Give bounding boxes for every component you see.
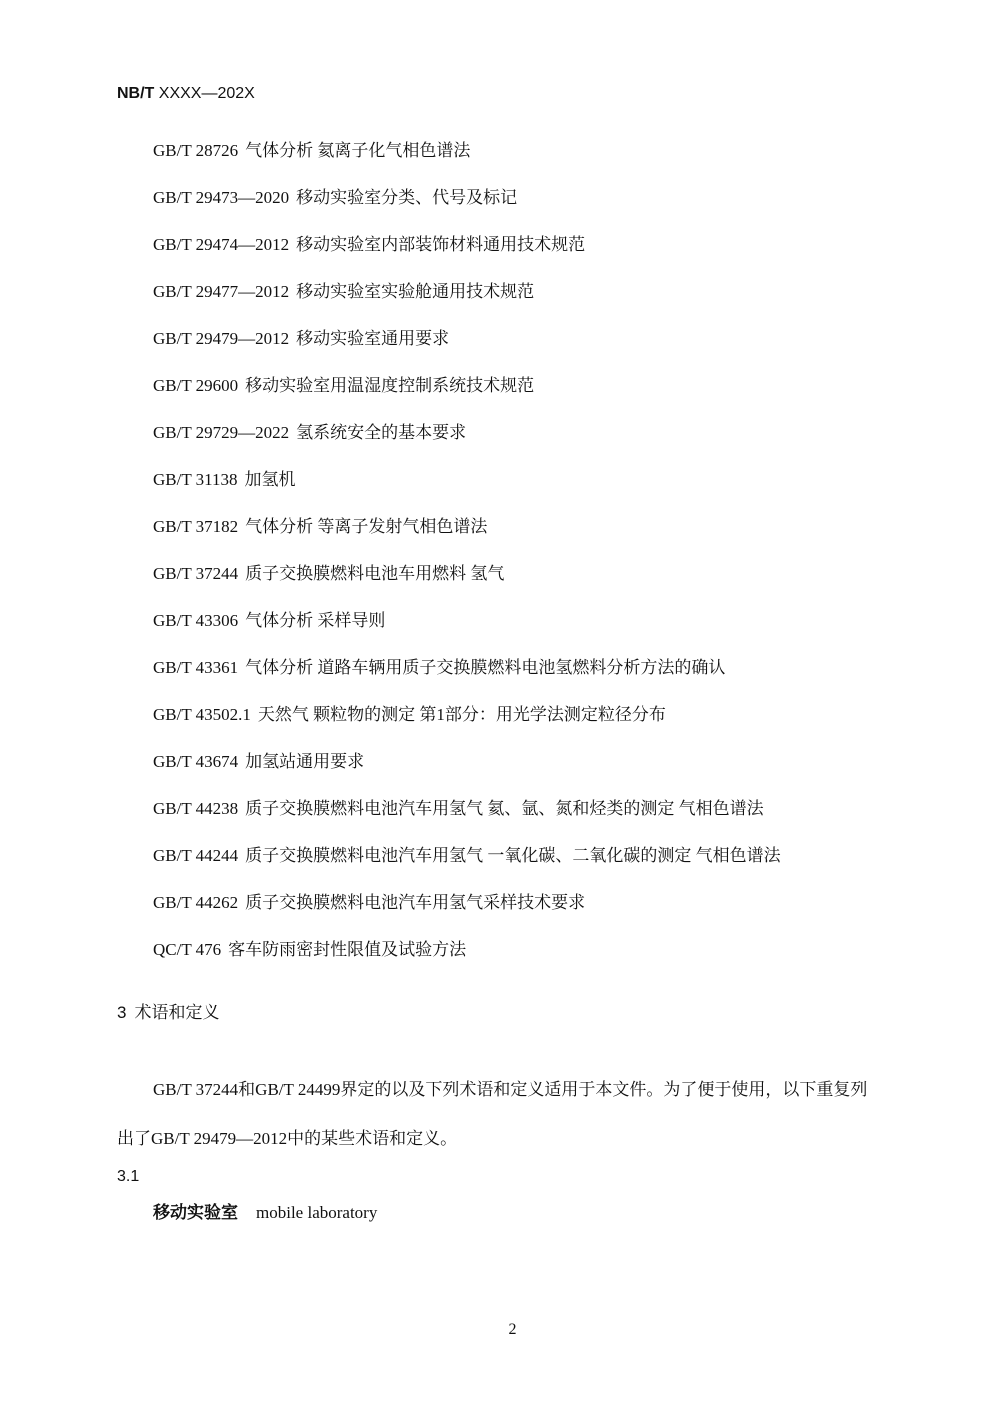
reference-title: 质子交换膜燃料电池汽车用氢气 一氧化碳、二氧化碳的测定 气相色谱法 bbox=[245, 846, 781, 865]
reference-item bbox=[153, 891, 781, 938]
reference-code: GB/T 28726 bbox=[153, 141, 239, 160]
reference-item bbox=[153, 468, 781, 515]
reference-title: 移动实验室实验舱通用技术规范 bbox=[296, 282, 535, 301]
reference-code: GB/T 43674 bbox=[153, 752, 239, 771]
reference-code: GB/T 29473—2020 bbox=[153, 188, 290, 207]
reference-item bbox=[153, 186, 781, 233]
intro-paragraph-line-2: 出了GB/T 29479—2012中的某些术语和定义。 bbox=[117, 1129, 458, 1148]
reference-title: 加氢机 bbox=[244, 470, 296, 489]
term-entry bbox=[153, 1201, 377, 1225]
reference-title: 质子交换膜燃料电池汽车用氢气采样技术要求 bbox=[245, 893, 586, 912]
reference-code: GB/T 44244 bbox=[153, 846, 239, 865]
section-number: 3 bbox=[117, 1003, 127, 1022]
reference-item bbox=[153, 562, 781, 609]
reference-code: GB/T 44262 bbox=[153, 893, 239, 912]
term-chinese: 移动实验室 bbox=[153, 1203, 238, 1222]
reference-item bbox=[153, 233, 781, 280]
reference-item bbox=[153, 609, 781, 656]
section-title: 术语和定义 bbox=[134, 1003, 220, 1022]
reference-title: 气体分析 氦离子化气相色谱法 bbox=[245, 141, 471, 160]
reference-item bbox=[153, 421, 781, 468]
term-english: mobile laboratory bbox=[256, 1203, 378, 1222]
reference-title: 氢系统安全的基本要求 bbox=[296, 423, 467, 442]
reference-item bbox=[153, 703, 781, 750]
reference-code: GB/T 37182 bbox=[153, 517, 239, 536]
intro-paragraph-line-1: GB/T 37244和GB/T 24499界定的以及下列术语和定义适用于本文件。为了便于使用，以下重复列 bbox=[153, 1080, 868, 1099]
reference-title: 天然气 颗粒物的测定 第1部分：用光学法测定粒径分布 bbox=[257, 705, 666, 724]
reference-code: GB/T 29477—2012 bbox=[153, 282, 290, 301]
reference-item bbox=[153, 797, 781, 844]
page-number: 2 bbox=[508, 1321, 517, 1338]
reference-code: GB/T 29729—2022 bbox=[153, 423, 290, 442]
reference-code: GB/T 31138 bbox=[153, 470, 238, 489]
reference-code: QC/T 476 bbox=[153, 940, 222, 959]
reference-title: 移动实验室通用要求 bbox=[296, 329, 450, 348]
reference-code: GB/T 43502.1 bbox=[153, 705, 251, 724]
reference-title: 客车防雨密封性限值及试验方法 bbox=[228, 940, 467, 959]
section-heading bbox=[117, 1001, 219, 1025]
reference-title: 移动实验室分类、代号及标记 bbox=[296, 188, 518, 207]
normative-references-list bbox=[153, 139, 781, 985]
reference-item bbox=[153, 280, 781, 327]
clause-number: 3.1 bbox=[117, 1168, 140, 1185]
reference-code: GB/T 43306 bbox=[153, 611, 239, 630]
reference-item bbox=[153, 374, 781, 421]
page-header bbox=[117, 84, 255, 104]
reference-title: 移动实验室内部装饰材料通用技术规范 bbox=[296, 235, 586, 254]
reference-title: 气体分析 等离子发射气相色谱法 bbox=[245, 517, 488, 536]
standard-number: XXXX—202X bbox=[154, 85, 255, 102]
reference-code: GB/T 29474—2012 bbox=[153, 235, 290, 254]
reference-title: 质子交换膜燃料电池车用燃料 氢气 bbox=[245, 564, 505, 583]
reference-item bbox=[153, 938, 781, 985]
reference-code: GB/T 29600 bbox=[153, 376, 239, 395]
reference-title: 气体分析 采样导则 bbox=[245, 611, 386, 630]
reference-item bbox=[153, 327, 781, 374]
reference-item bbox=[153, 750, 781, 797]
reference-title: 加氢站通用要求 bbox=[245, 752, 365, 771]
reference-code: GB/T 44238 bbox=[153, 799, 239, 818]
reference-code: GB/T 37244 bbox=[153, 564, 239, 583]
reference-item bbox=[153, 844, 781, 891]
standard-prefix: NB/T bbox=[117, 85, 155, 102]
reference-title: 质子交换膜燃料电池汽车用氢气 氦、氩、氮和烃类的测定 气相色谱法 bbox=[245, 799, 764, 818]
reference-item bbox=[153, 515, 781, 562]
reference-title: 气体分析 道路车辆用质子交换膜燃料电池氢燃料分析方法的确认 bbox=[245, 658, 726, 677]
reference-code: GB/T 43361 bbox=[153, 658, 239, 677]
reference-title: 移动实验室用温湿度控制系统技术规范 bbox=[245, 376, 535, 395]
reference-item bbox=[153, 139, 781, 186]
reference-code: GB/T 29479—2012 bbox=[153, 329, 290, 348]
reference-item bbox=[153, 656, 781, 703]
